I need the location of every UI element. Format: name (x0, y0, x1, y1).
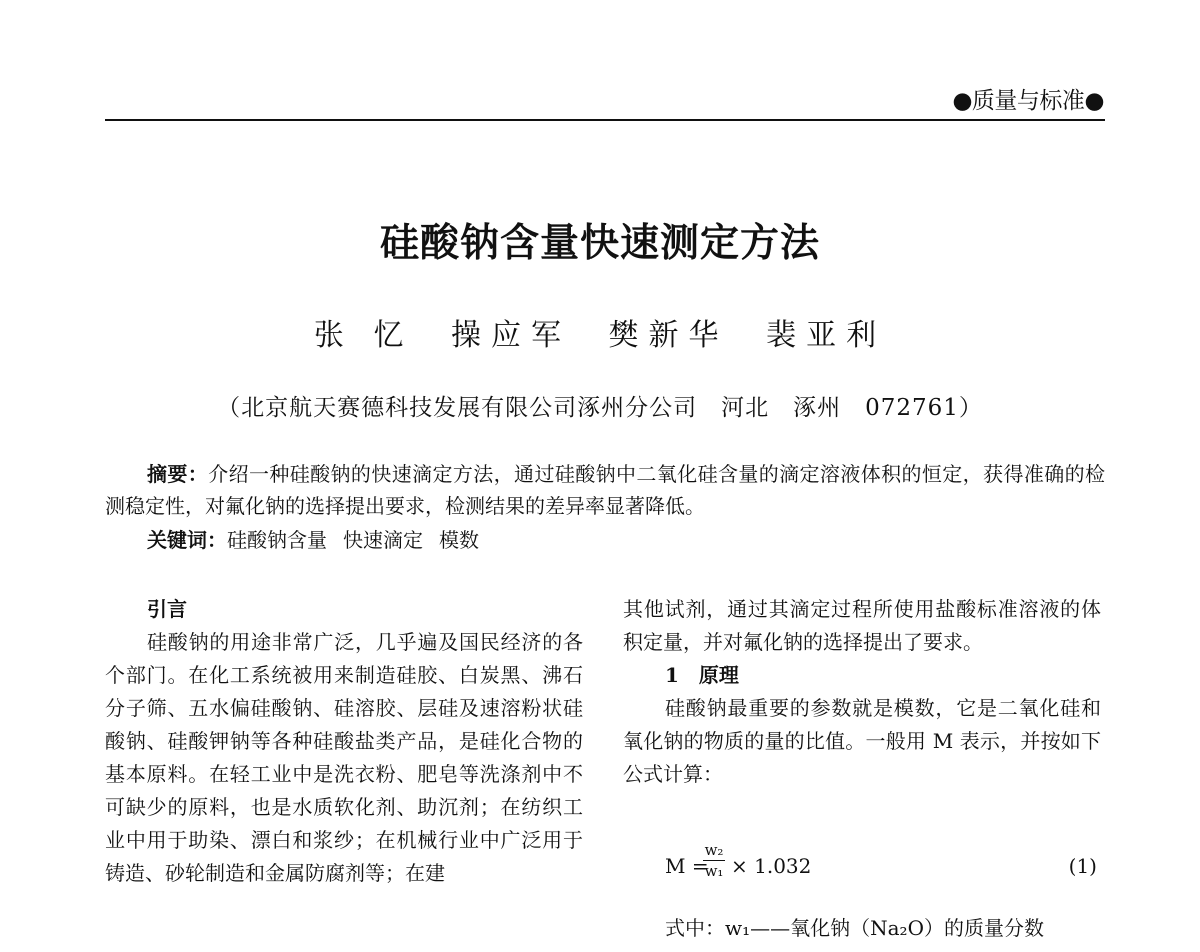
equation-number: (1) (1068, 854, 1097, 878)
continued-paragraph: 其他试剂，通过其滴定过程所使用盐酸标准溶液的体积定量，并对氟化钠的选择提出了要求。 (623, 597, 1101, 654)
left-column (105, 593, 583, 890)
header-rule (105, 119, 1105, 121)
equation-fraction (703, 840, 725, 881)
keywords-label: 关键词： (147, 528, 227, 552)
author-name: 裴亚利 (766, 318, 887, 353)
journal-section-label: ●质量与标准● (952, 88, 1104, 114)
abstract-label: 摘要： (147, 462, 209, 486)
equation-1 (665, 840, 1097, 896)
equation-denominator: w₁ (704, 862, 724, 880)
author-list (0, 310, 1200, 354)
right-column (623, 593, 1101, 791)
keyword: 快速滴定 (343, 528, 423, 552)
keywords (147, 524, 495, 556)
keyword: 模数 (439, 528, 479, 552)
abstract-text: 介绍一种硅酸钠的快速滴定方法，通过硅酸钠中二氧化硅含量的滴定溶液体积的恒定，获得准确的检测稳定性，对氟化钠的选择提出要求，检测结果的差异率显著降低。 (105, 462, 1106, 518)
principle-paragraph: 硅酸钠最重要的参数就是模数，它是二氧化硅和氧化钠的物质的量的比值。一般用 M 表示，并按如下公式计算： (623, 696, 1101, 786)
affiliation: （北京航天赛德科技发展有限公司涿州分公司 河北 涿州 072761） (217, 395, 983, 421)
author-name: 樊新华 (608, 318, 729, 353)
paper-title: 硅酸钠含量快速测定方法 (379, 220, 820, 266)
variable-definition: 式中：w₁——氧化钠（Na₂O）的质量分数 (665, 916, 1044, 940)
keyword: 硅酸钠含量 (227, 528, 327, 552)
equation-lhs: M = (665, 854, 709, 878)
author-name: 操应军 (451, 318, 571, 353)
abstract (105, 458, 1105, 522)
author-name: 张 忆 (313, 318, 414, 353)
equation-rhs: × 1.032 (731, 854, 812, 878)
intro-paragraph: 硅酸钠的用途非常广泛，几乎遍及国民经济的各个部门。在化工系统被用来制造硅胶、白炭黑、沸石分子筛、五水偏硅酸钠、硅溶胶、层硅及速溶粉状硅酸钠、硅酸钾钠等各种硅酸盐类产品，是硅化合物的基本原料。在轻工业中是洗衣粉、肥皂等洗涤剂中不可缺少的原料，也是水质软化剂、助沉剂；在纺织工业中用于助染、漂白和浆纱；在机械行业中广泛用于铸造、砂轮制造和金属防腐剂等；在建 (105, 630, 583, 885)
section-heading-principle: 1 原理 (665, 663, 739, 687)
section-heading-intro: 引言 (147, 597, 187, 621)
equation-numerator: w₂ (704, 841, 724, 859)
